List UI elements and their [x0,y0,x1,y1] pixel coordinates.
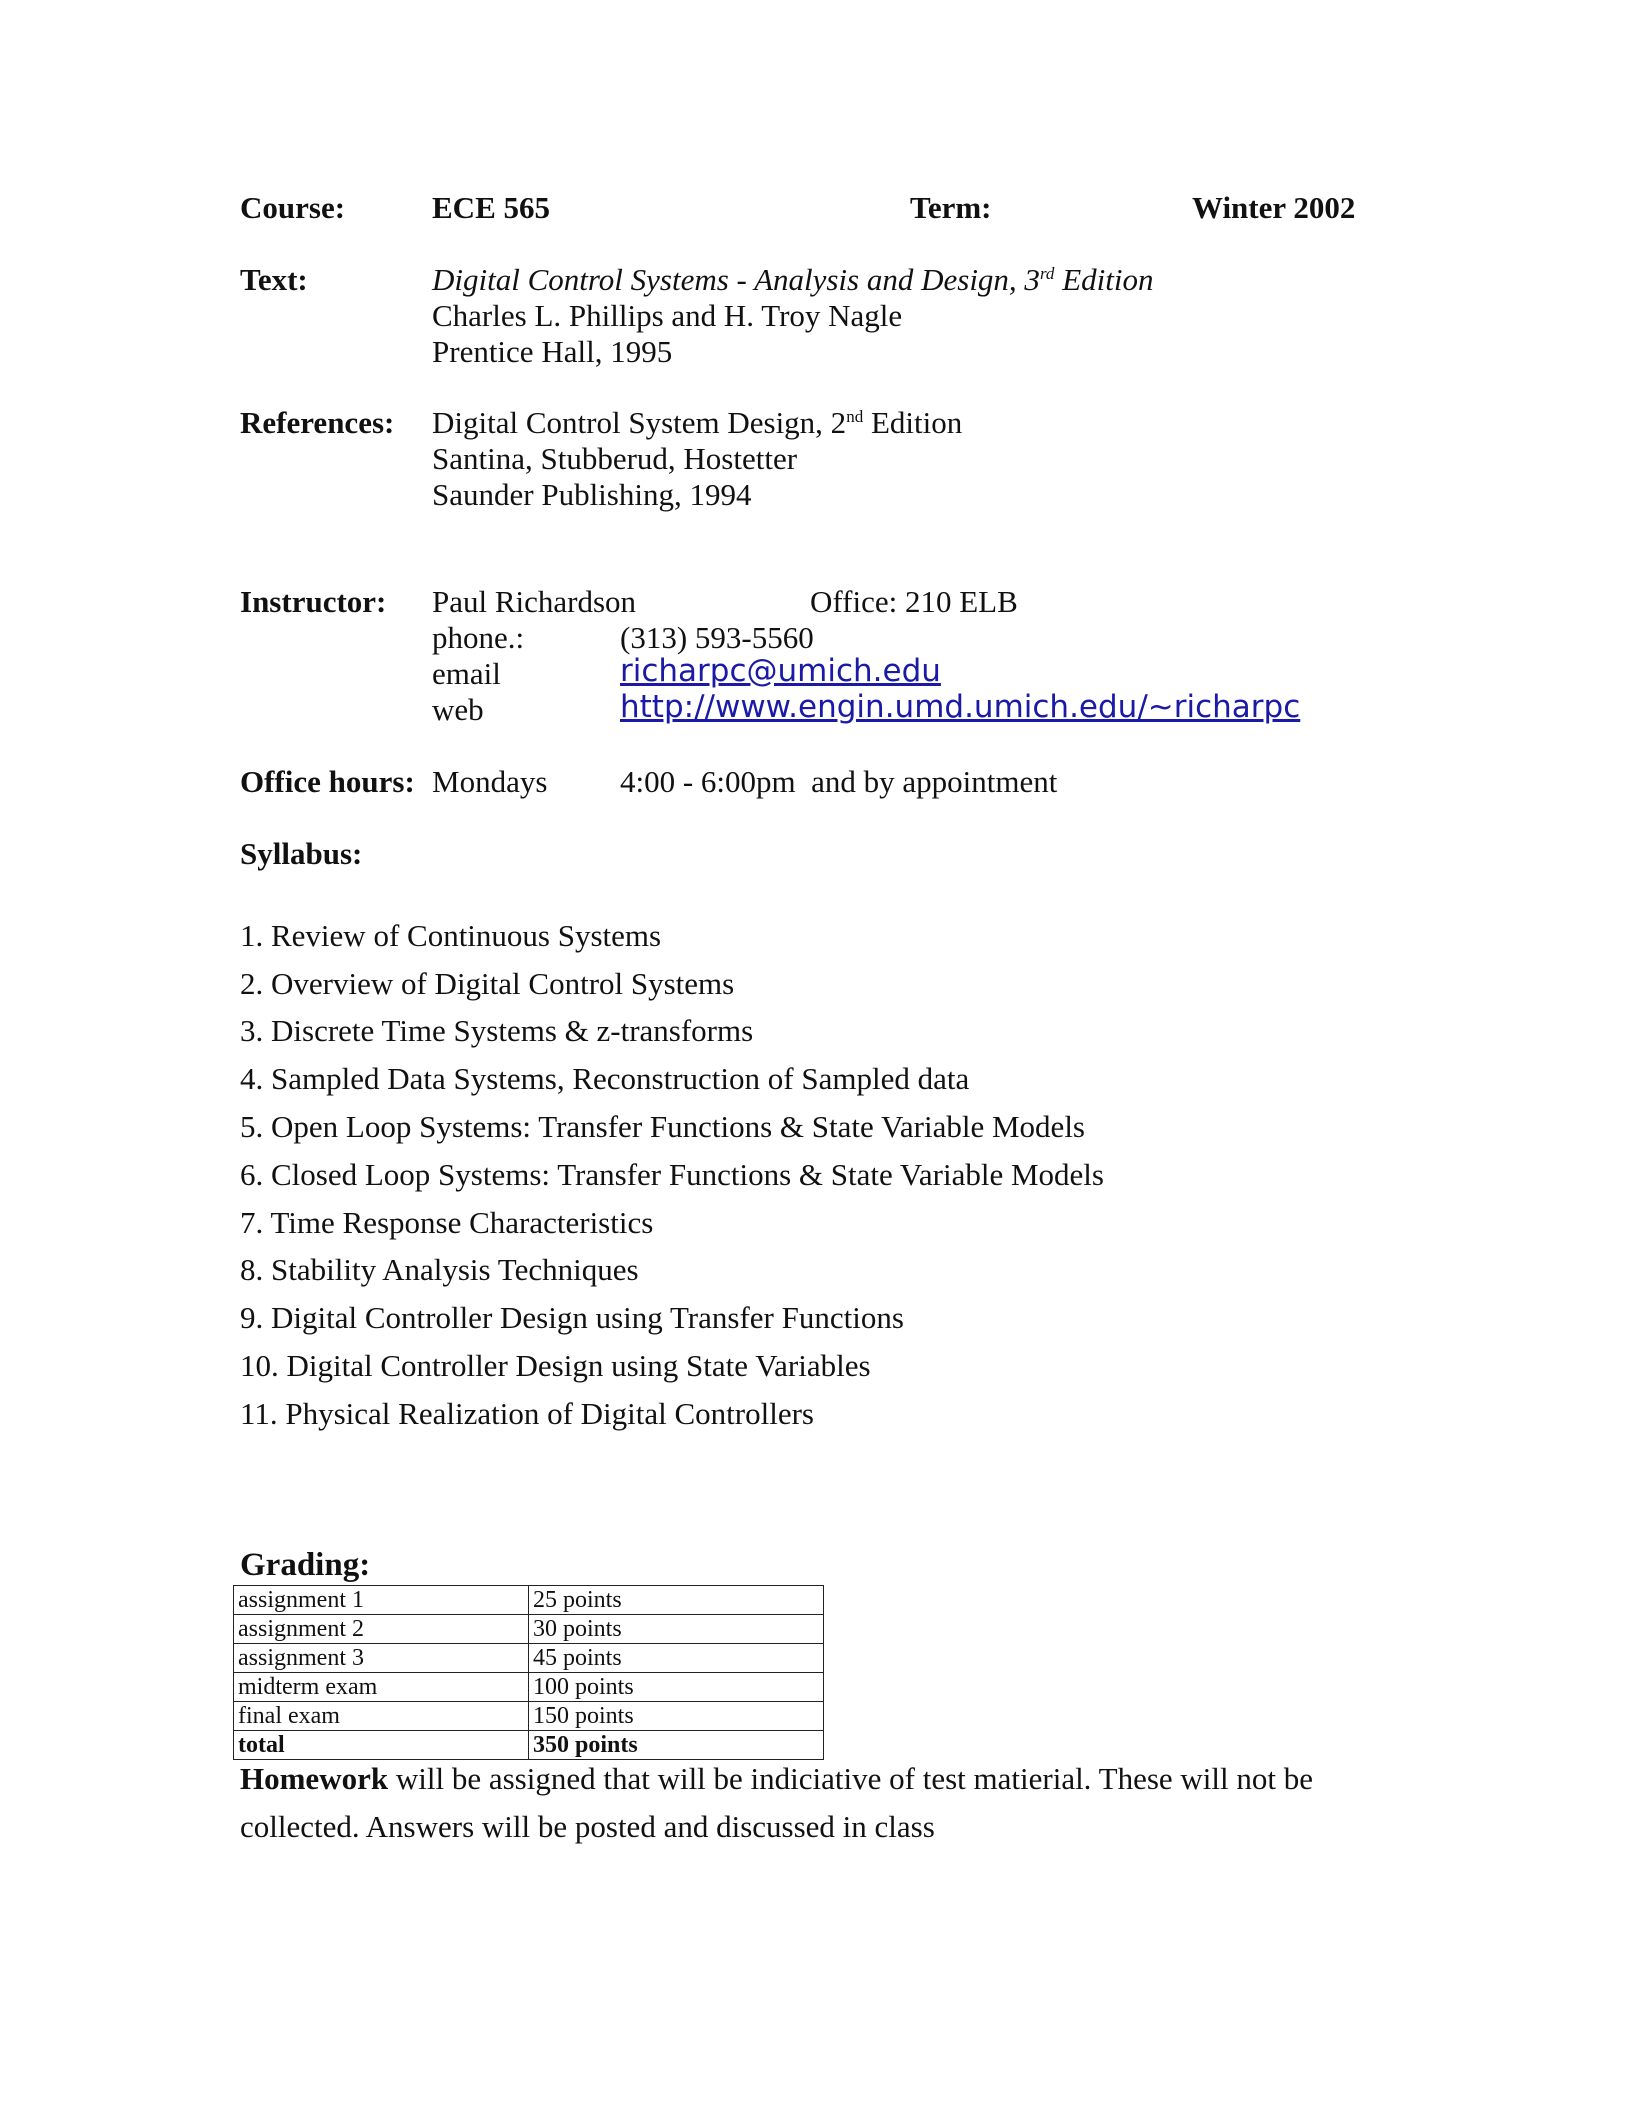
term-value: Winter 2002 [1192,190,1356,225]
reference-title [432,405,962,441]
textbook-title-suffix: Edition [1054,262,1154,297]
syllabus-label: Syllabus: [240,836,363,871]
instructor-office: Office: 210 ELB [810,584,1018,619]
reference-title-sup: nd [846,407,864,426]
references-label: References: [240,405,395,440]
textbook-title-sup: rd [1039,264,1055,283]
textbook-publisher: Prentice Hall, 1995 [432,334,673,369]
web-link[interactable]: http://www.engin.umd.umich.edu/~richarpc [620,689,1301,725]
office-hours-label: Office hours: [240,764,415,799]
syllabus-item: 6. Closed Loop Systems: Transfer Functions & State Variable Models [240,1157,1104,1192]
syllabus-item: 8. Stability Analysis Techniques [240,1252,639,1287]
web-row [620,689,1300,725]
course-value: ECE 565 [432,190,550,225]
text-label: Text: [240,262,308,297]
grading-item: midterm exam [234,1673,529,1702]
table-row [234,1615,824,1644]
syllabus-item: 4. Sampled Data Systems, Reconstruction of Sampled data [240,1061,970,1096]
office-hours-time: 4:00 - 6:00pm and by appointment [620,764,1058,799]
grading-label: Grading: [240,1547,371,1583]
office-hours-day: Mondays [432,764,548,799]
grading-points: 45 points [529,1644,824,1673]
homework-paragraph [240,1755,1400,1851]
email-link[interactable]: richarpc@umich.edu [620,653,941,689]
reference-publisher: Saunder Publishing, 1994 [432,477,752,512]
grading-item: total [234,1731,529,1760]
instructor-name: Paul Richardson [432,584,637,619]
syllabus-item: 2. Overview of Digital Control Systems [240,966,735,1001]
course-label: Course: [240,190,346,225]
grading-points: 150 points [529,1702,824,1731]
grading-item: assignment 3 [234,1644,529,1673]
instructor-label: Instructor: [240,584,387,619]
homework-text: will be assigned that will be indiciative of test matierial. These will not be collected. Answers will be posted and discussed in class [240,1761,1313,1844]
syllabus-item: 1. Review of Continuous Systems [240,918,662,953]
grading-item: assignment 2 [234,1615,529,1644]
syllabus-item: 7. Time Response Characteristics [240,1205,654,1240]
email-label: email [432,656,501,691]
email-row [620,653,941,689]
reference-title-main: Digital Control System Design, 2 [432,405,847,440]
phone-label: phone.: [432,620,525,655]
term-label: Term: [910,190,992,225]
syllabus-item: 3. Discrete Time Systems & z-transforms [240,1013,754,1048]
table-row [234,1673,824,1702]
grading-table [233,1585,824,1760]
syllabus-item: 10. Digital Controller Design using State Variables [240,1348,871,1383]
table-row [234,1644,824,1673]
syllabus-item: 9. Digital Controller Design using Transfer Functions [240,1300,904,1335]
syllabus-item: 11. Physical Realization of Digital Controllers [240,1396,814,1431]
table-row [234,1586,824,1615]
grading-item: final exam [234,1702,529,1731]
table-row [234,1702,824,1731]
web-label: web [432,692,484,727]
grading-item: assignment 1 [234,1586,529,1615]
reference-authors: Santina, Stubberud, Hostetter [432,441,798,476]
textbook-title [432,262,1153,298]
textbook-title-main: Digital Control Systems - Analysis and Design, 3 [432,262,1040,297]
grading-points: 30 points [529,1615,824,1644]
phone-value: (313) 593-5560 [620,620,814,655]
textbook-authors: Charles L. Phillips and H. Troy Nagle [432,298,903,333]
grading-points: 100 points [529,1673,824,1702]
reference-title-suffix: Edition [863,405,963,440]
grading-points: 350 points [529,1731,824,1760]
homework-label: Homework [240,1761,389,1796]
syllabus-item: 5. Open Loop Systems: Transfer Functions & State Variable Models [240,1109,1085,1144]
grading-points: 25 points [529,1586,824,1615]
